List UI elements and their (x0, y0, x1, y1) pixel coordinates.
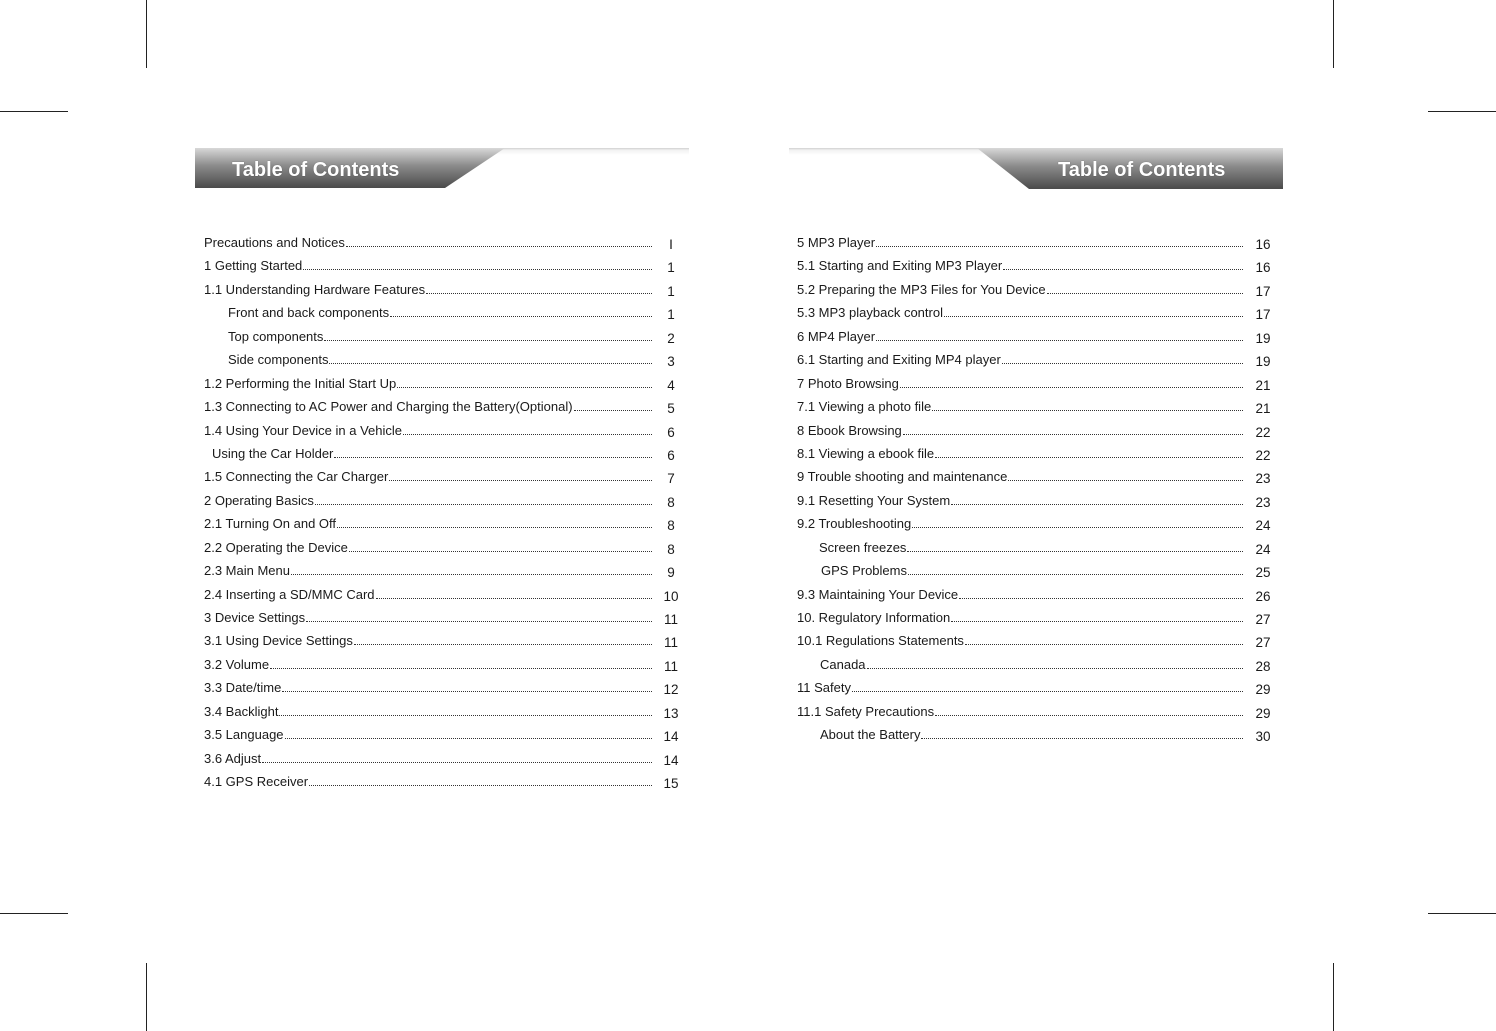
left-table-of-contents (204, 231, 680, 794)
toc-entry-title: 1.1 Understanding Hardware Features (204, 281, 426, 297)
toc-leader-dots (397, 387, 652, 388)
toc-entry-page-number: 23 (1255, 471, 1271, 487)
left-page-title: Table of Contents (232, 159, 400, 181)
toc-leader-dots (337, 527, 652, 528)
toc-entry-title: 2.2 Operating the Device (204, 539, 348, 555)
toc-entry-page-number: 12 (663, 682, 679, 698)
toc-entry (797, 419, 1272, 442)
toc-entry (797, 278, 1272, 301)
toc-entry-page-number: 6 (667, 447, 675, 463)
toc-leader-dots (376, 598, 652, 599)
toc-entry-title: 5.3 MP3 playback control (797, 305, 943, 321)
toc-entry-page-number: 6 (667, 424, 675, 440)
toc-leader-dots (1002, 363, 1243, 364)
toc-entry (797, 512, 1272, 535)
toc-entry (797, 536, 1272, 559)
crop-mark (1428, 913, 1496, 914)
toc-entry (204, 770, 680, 793)
toc-entry-title: 5.1 Starting and Exiting MP3 Player (797, 258, 1003, 274)
toc-leader-dots (944, 316, 1243, 317)
toc-entry (204, 747, 680, 770)
toc-leader-dots (959, 598, 1243, 599)
toc-entry-page-number: 21 (1255, 377, 1271, 393)
toc-entry-title: 11.1 Safety Precautions (797, 703, 935, 719)
toc-leader-dots (349, 551, 652, 552)
toc-leader-dots (390, 316, 652, 317)
toc-entry-title: 6.1 Starting and Exiting MP4 player (797, 352, 1001, 368)
right-page-title: Table of Contents (1058, 159, 1226, 181)
toc-entry (797, 723, 1272, 746)
toc-entry-title: 9 Trouble shooting and maintenance (797, 469, 1008, 485)
toc-entry-page-number: 1 (667, 283, 675, 299)
toc-entry (797, 676, 1272, 699)
toc-entry-title: 1.5 Connecting the Car Charger (204, 469, 389, 485)
toc-leader-dots (315, 504, 652, 505)
toc-entry-page-number: 26 (1255, 588, 1271, 604)
toc-entry-title: 7.1 Viewing a photo file (797, 399, 932, 415)
toc-leader-dots (867, 668, 1243, 669)
toc-entry-page-number: 14 (663, 752, 679, 768)
toc-entry-title: 2.4 Inserting a SD/MMC Card (204, 586, 375, 602)
toc-entry-title: 3.1 Using Device Settings (204, 633, 353, 649)
toc-entry-page-number: 2 (667, 330, 675, 346)
toc-entry-page-number: 7 (667, 471, 675, 487)
toc-leader-dots (1003, 269, 1243, 270)
toc-entry-title: Using the Car Holder (212, 445, 334, 461)
toc-leader-dots (876, 246, 1243, 247)
toc-entry-title: 3.2 Volume (204, 656, 270, 672)
toc-entry-page-number: 14 (663, 729, 679, 745)
toc-leader-dots (389, 480, 652, 481)
toc-entry-page-number: 21 (1255, 401, 1271, 417)
toc-entry (797, 301, 1272, 324)
toc-entry (797, 606, 1272, 629)
toc-leader-dots (908, 574, 1243, 575)
toc-leader-dots (303, 269, 652, 270)
toc-entry (204, 583, 680, 606)
toc-entry-page-number: 22 (1255, 424, 1271, 440)
toc-entry-page-number: 4 (667, 377, 675, 393)
crop-mark (1428, 111, 1496, 112)
toc-entry-title: 9.3 Maintaining Your Device (797, 586, 959, 602)
crop-mark (146, 963, 147, 1031)
toc-leader-dots (574, 410, 652, 411)
toc-entry-page-number: 23 (1255, 494, 1271, 510)
toc-entry-title: 9.1 Resetting Your System (797, 492, 951, 508)
toc-leader-dots (426, 293, 652, 294)
toc-entry-title: Screen freezes (819, 539, 907, 555)
left-page-header (195, 148, 689, 190)
right-table-of-contents (797, 231, 1272, 747)
toc-entry-title: 5 MP3 Player (797, 235, 876, 250)
toc-leader-dots (951, 621, 1243, 622)
toc-entry (204, 676, 680, 699)
toc-leader-dots (876, 340, 1243, 341)
toc-entry (204, 254, 680, 277)
toc-leader-dots (903, 434, 1243, 435)
toc-entry-title: 4.1 GPS Receiver (204, 774, 309, 790)
toc-entry (204, 372, 680, 395)
toc-entry (204, 653, 680, 676)
toc-leader-dots (285, 738, 652, 739)
toc-entry-page-number: 11 (663, 612, 678, 627)
toc-entry (797, 254, 1272, 277)
toc-entry-page-number: 24 (1255, 541, 1271, 557)
toc-entry-page-number: 22 (1255, 447, 1271, 463)
toc-entry-title: 3 Device Settings (204, 610, 306, 625)
toc-entry (204, 536, 680, 559)
toc-entry (204, 278, 680, 301)
toc-entry (204, 231, 680, 254)
toc-entry-title: 8.1 Viewing a ebook file (797, 445, 935, 461)
toc-entry-page-number: 5 (667, 401, 675, 417)
toc-entry (797, 653, 1272, 676)
crop-mark (1333, 963, 1334, 1031)
toc-entry (797, 465, 1272, 488)
toc-entry-page-number: 16 (1255, 260, 1271, 276)
toc-entry (204, 559, 680, 582)
toc-entry-page-number: 27 (1255, 612, 1271, 627)
toc-entry (797, 700, 1272, 723)
toc-entry (204, 723, 680, 746)
toc-entry (204, 442, 680, 465)
toc-entry-title: 1.2 Performing the Initial Start Up (204, 375, 397, 391)
toc-entry (797, 559, 1272, 582)
toc-entry (797, 442, 1272, 465)
toc-leader-dots (334, 457, 652, 458)
toc-entry-title: Precautions and Notices (204, 235, 345, 250)
toc-entry-page-number: 16 (1255, 237, 1271, 252)
toc-entry-page-number: 27 (1255, 635, 1271, 651)
toc-entry-page-number: 15 (663, 776, 679, 792)
toc-entry-title: 1.4 Using Your Device in a Vehicle (204, 422, 403, 438)
toc-entry (797, 395, 1272, 418)
toc-entry-page-number: 10 (663, 588, 679, 604)
toc-entry (797, 489, 1272, 512)
crop-mark (0, 913, 68, 914)
toc-entry-page-number: 8 (667, 541, 675, 557)
toc-entry-page-number: 29 (1255, 682, 1271, 698)
toc-entry (204, 629, 680, 652)
toc-entry-page-number: I (669, 237, 673, 252)
toc-leader-dots (270, 668, 652, 669)
toc-entry-page-number: 24 (1255, 518, 1271, 534)
toc-entry (204, 395, 680, 418)
toc-leader-dots (935, 715, 1243, 716)
toc-entry (204, 465, 680, 488)
toc-leader-dots (346, 246, 652, 247)
toc-entry-page-number: 17 (1255, 283, 1271, 299)
toc-leader-dots (935, 457, 1243, 458)
toc-entry-title: 2.1 Turning On and Off (204, 516, 337, 532)
toc-entry-title: 5.2 Preparing the MP3 Files for You Device (797, 281, 1046, 297)
toc-entry-page-number: 29 (1255, 705, 1271, 721)
toc-leader-dots (262, 762, 652, 763)
toc-leader-dots (403, 434, 652, 435)
toc-entry-page-number: 19 (1255, 330, 1271, 346)
toc-entry (797, 372, 1272, 395)
toc-leader-dots (329, 363, 652, 364)
toc-entry-page-number: 3 (667, 354, 675, 370)
toc-entry-title: 10.1 Regulations Statements (797, 633, 964, 649)
toc-entry (797, 583, 1272, 606)
crop-mark (146, 0, 147, 68)
toc-entry (797, 231, 1272, 254)
toc-leader-dots (912, 527, 1243, 528)
toc-entry-title: 3.6 Adjust (204, 750, 262, 766)
toc-leader-dots (1047, 293, 1243, 294)
toc-entry (797, 325, 1272, 348)
toc-leader-dots (852, 691, 1243, 692)
toc-leader-dots (965, 644, 1243, 645)
toc-entry-title: 1.3 Connecting to AC Power and Charging the Battery(Optional) (204, 399, 573, 415)
toc-entry-title: 3.3 Date/time (204, 680, 282, 696)
toc-entry-title: Canada (820, 656, 866, 672)
toc-leader-dots (951, 504, 1243, 505)
toc-leader-dots (921, 738, 1243, 739)
toc-leader-dots (900, 387, 1243, 388)
toc-leader-dots (354, 644, 652, 645)
toc-entry-page-number: 9 (667, 565, 675, 581)
toc-entry (204, 301, 680, 324)
toc-leader-dots (282, 691, 652, 692)
toc-entry-title: 11 Safety (797, 680, 851, 696)
toc-entry-title: 3.5 Language (204, 727, 284, 743)
toc-entry (797, 348, 1272, 371)
crop-mark (1333, 0, 1334, 68)
toc-entry-title: 1 Getting Started (204, 258, 303, 274)
toc-entry (204, 512, 680, 535)
toc-entry-page-number: 13 (663, 705, 679, 721)
toc-leader-dots (907, 551, 1243, 552)
toc-entry-title: 6 MP4 Player (797, 328, 876, 344)
toc-entry (204, 348, 680, 371)
toc-entry-title: Side components (228, 352, 329, 368)
toc-entry-title: 7 Photo Browsing (797, 375, 899, 391)
toc-entry-title: Front and back components (228, 305, 390, 321)
toc-entry-page-number: 8 (667, 494, 675, 510)
toc-entry-page-number: 11 (663, 658, 678, 674)
toc-entry-page-number: 25 (1255, 565, 1271, 581)
toc-entry (204, 700, 680, 723)
toc-entry-title: 9.2 Troubleshooting (797, 516, 912, 532)
toc-entry-page-number: 19 (1255, 354, 1271, 370)
toc-entry-page-number: 8 (667, 518, 675, 534)
toc-entry-page-number: 1 (667, 307, 675, 323)
toc-leader-dots (279, 715, 652, 716)
toc-leader-dots (291, 574, 652, 575)
toc-entry-title: 8 Ebook Browsing (797, 422, 902, 438)
toc-leader-dots (309, 785, 652, 786)
crop-mark (0, 111, 68, 112)
toc-entry-page-number: 30 (1255, 729, 1271, 745)
toc-entry-title: 3.4 Backlight (204, 703, 279, 719)
right-page-header (789, 148, 1283, 190)
toc-entry-title: 2 Operating Basics (204, 492, 314, 508)
toc-entry-title: GPS Problems (821, 563, 907, 579)
toc-entry (204, 325, 680, 348)
toc-entry-title: Top components (228, 328, 324, 344)
toc-leader-dots (324, 340, 652, 341)
toc-leader-dots (1008, 480, 1243, 481)
toc-entry (797, 629, 1272, 652)
toc-entry-page-number: 28 (1255, 658, 1271, 674)
toc-entry (204, 419, 680, 442)
toc-entry (204, 489, 680, 512)
toc-entry-page-number: 1 (667, 260, 675, 276)
toc-entry-page-number: 11 (663, 635, 678, 651)
toc-leader-dots (932, 410, 1243, 411)
toc-leader-dots (306, 621, 652, 622)
toc-entry-title: 2.3 Main Menu (204, 563, 290, 579)
toc-entry-title: About the Battery (820, 727, 921, 743)
toc-entry-title: 10. Regulatory Information (797, 610, 951, 625)
toc-entry (204, 606, 680, 629)
toc-entry-page-number: 17 (1255, 307, 1271, 323)
